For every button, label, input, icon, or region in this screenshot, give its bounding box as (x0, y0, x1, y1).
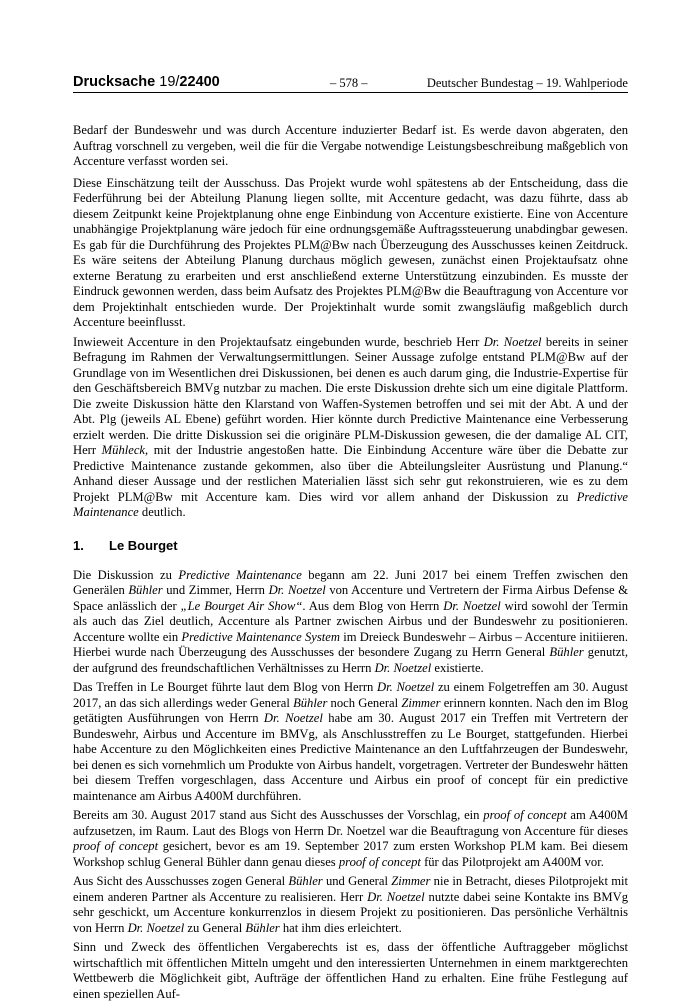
text-run: nie in Betracht, dieses Pilotprojekt mit einem anderen Partner als Accenture zu realisieren. Herr (73, 874, 628, 904)
section-number: 1. (73, 537, 84, 553)
text-run: zu einem Folgetreffen am 30. August 2017, an das sich allerdings weder General (73, 680, 628, 710)
person-name: Zimmer (401, 695, 441, 710)
document-body (73, 123, 628, 1006)
text-run: erinnern konnten. Nach den im Blog getätigten Ausführungen von Herrn (73, 695, 628, 725)
text-run: und General (322, 874, 392, 888)
person-name: Bühler (549, 645, 584, 659)
text-run: Inwieweit Accenture in den Projektaufsatz eingebunden wurde, beschrieb Herr (73, 334, 484, 349)
text-run: Die Diskussion zu (73, 567, 179, 582)
text-run: Bereits am 30. August 2017 stand aus Sicht des Ausschusses der Vorschlag, ein (73, 808, 484, 822)
person-name: Dr. Noetzel (483, 334, 542, 349)
person-name: Zimmer (391, 874, 431, 888)
text-run: existierte. (431, 660, 484, 675)
term: proof of concept (73, 839, 159, 853)
term: proof of concept (483, 808, 567, 822)
paragraph-5 (73, 680, 628, 804)
person-name: Bühler (245, 920, 280, 935)
page-number: – 578 – (330, 76, 368, 90)
paragraph-1: Bedarf der Bundeswehr und was durch Accenture induzierter Bedarf ist. Es werde davon abgeraten, den Auftrag vorschnell zu vergeben, weil die für die Vergabe notwendige Leistungsbeschreibung maßgeblich von Accenture verfasst worden sei. (73, 123, 628, 168)
publisher: Deutscher Bundestag – 19. Wahlperiode (426, 76, 628, 90)
person-name: Bühler (293, 695, 328, 710)
text-run: zu General (184, 920, 246, 935)
paragraph-6 (73, 808, 628, 870)
term: proof of concept (338, 854, 421, 869)
text-run: nutzte dabei seine Kontakte ins BMVg sehr geschickt, um Accenture konkurrenzlos in diesem Projekt zu positionieren. Das persönliche Verhältnis von Herrn (73, 889, 628, 935)
paragraph-3 (73, 335, 628, 521)
number-prefix: 19/ (159, 74, 180, 90)
term: Predictive Maintenance (73, 489, 628, 519)
drucksache-label: Drucksache (73, 74, 156, 90)
person-name: Bühler (288, 874, 323, 888)
text-run: und Zimmer, Herrn (162, 583, 269, 597)
person-name: Dr. Noetzel (127, 920, 185, 935)
text-run: Aus Sicht des Ausschusses zogen General (73, 874, 289, 888)
text-run: noch General (327, 695, 402, 710)
section-heading (73, 538, 628, 554)
text-run: habe am 30. August 2017 ein Treffen mit Vertretern der Bundeswehr, Airbus und Accenture im BMVg, als Anschlusstreffen zu Le Bourget, stattgefunden. Hierbei habe Accenture zu den Möglichkeiten eines Predictive Maintenance an den Luftfahrzeugen der Bundeswehr, bei denen es sich vornehmlich um Produkte von Airbus handelt, vorgetragen. Vertreter der Bundeswehr hätten bei diesem Treffen vorgeschlagen, dass Accenture und Airbus ein proof of concept für ein predictive maintenance am Airbus A400M durchführen. (73, 711, 628, 803)
paragraph-7 (73, 874, 628, 936)
section-title: Le Bourget (109, 537, 178, 553)
text-run: begann am 22. Juni 2017 bei einem Treffen zwischen den Generälen (73, 567, 629, 597)
term: Predictive Maintenance (178, 567, 302, 582)
term: Predictive Maintenance System (181, 629, 340, 644)
text-run: deutlich. (138, 505, 186, 519)
person-name: Dr. Noetzel (374, 660, 432, 675)
person-name: Bühler (128, 583, 163, 597)
paragraph-8: Sinn und Zweck des öffentlichen Vergaberechts ist es, dass der öffentliche Auftraggeber möglichst wirtschaftlich mit öffentlichen Mitteln umgeht und den interessierten Unternehmen in einem marktgerechten Wettbewerb die Möglichkeit gibt, Aufträge der öffentlichen Hand zu erhalten. Eine frühe Festlegung auf einen speziellen Auf- (73, 940, 628, 1001)
person-name: Dr. Noetzel (263, 711, 323, 725)
document-number (73, 74, 220, 90)
person-name: Dr. Noetzel (268, 583, 326, 597)
text-run: Das Treffen in Le Bourget führte laut dem Blog von Herrn (73, 680, 378, 694)
text-run: bereits in seiner Befragung im Rahmen der Verwaltungsermittlungen. Seiner Aussage zufolge entstand PLM@Bw auf der Grundlage von im Wesentlichen drei Diskussionen, bei denen es auch darum ging, die Industrie-Expertise für den Geschäftsbereich BMVg nutzbar zu machen. Die erste Diskussion drehte sich um eine digitale Plattform. Die zweite Diskussion hätte den Klarstand von Waffen-Systemen betroffen und sei mit der Abt. A und der Abt. Plg (jeweils AL Ebene) geführt worden. Hier könnte durch Predictive Maintenance eine Verbesserung erzielt werden. Die dritte Diskussion sei die originäre PLM-Diskussion gewesen, die der damalige AL CIT, Herr (73, 334, 628, 457)
person-name: Mühleck (101, 443, 146, 457)
person-name: Dr. Noetzel (367, 889, 425, 904)
text-run: gesichert, bevor es am 19. September 2017 zum ersten Workshop PLM kam. Bei diesem Workshop schlug General Bühler dann genau dieses (73, 839, 629, 869)
paragraph-4 (73, 568, 628, 677)
text-run: am A400M aufzusetzen, im Raum. Laut des Blogs von Herrn Dr. Noetzel war die Beauftragung von Accenture für dieses (73, 808, 629, 838)
text-run: im Dreieck Bundeswehr – Airbus – Accenture initiieren. Hierbei wurde nach Überzeugung des Ausschusses der besondere Zugang zu Herrn General (73, 629, 628, 659)
text-run: , mit der Industrie angestoßen hatte. Die Einbindung Accenture wäre über die Debatte zur Predictive Maintenance zustande gekommen, also über die Abteilungsleiter Ausrüstung und Planung.“ Anhand dieser Aussage und der restlichen Materialien lässt sich sehr gut rekonstruieren, wie es zu dem Projekt PLM@Bw mit Accenture kam. Dies wird vor allem anhand der Diskussion zu (73, 443, 628, 504)
person-name: Dr. Noetzel (443, 598, 501, 613)
paragraph-2: Diese Einschätzung teilt der Ausschuss. Das Projekt wurde wohl spätestens ab der Entscheidung, dass die Federführung bei der Abteilung Planung liegen sollte, mit Accenture gedacht, was dazu führte, dass ab diesem Zeitpunkt keine Projektplanung ohne enge Einbindung von Accenture existierte. Eine von Accenture unabhängige Projektplanung wäre jedoch für eine ordnungsgemäße Auftragssteuerung unabdingbar gewesen. Es gab für die Durchführung des Projektes PLM@Bw nach Überzeugung des Ausschusses keinen Zeitdruck. Es wäre seitens der Abteilung Planung durchaus möglich gewesen, zunächst einen Projektaufsatz ohne externe Beratung zu erarbeiten und erst anschließend externe Unterstützung einzubinden. Es musste der Eindruck gewonnen werden, dass beim Aufsatz des Projektes PLM@Bw die Beauftragung von Accenture vor dem Projektinhalt entschieden wurde. Der Projektinhalt wurde somit zwangsläufig maßgeblich durch Accenture beeinflusst. (73, 175, 628, 329)
text-run: hat ihm dies erleichtert. (279, 920, 402, 935)
event-name: „Le Bourget Air Show“ (180, 598, 303, 613)
person-name: Dr. Noetzel (377, 680, 435, 694)
number-suffix: 22400 (179, 74, 220, 90)
page-header (73, 74, 628, 93)
text-run: genutzt, der aufgrund des freundschaftlichen Verhältnisses zu Herrn (73, 645, 628, 675)
text-run: wird sowohl der Termin als auch das Ziel deutlich, Accenture als Partner zwischen Airbus und der Bundeswehr zu positionieren. Accenture wollte ein (73, 598, 628, 644)
text-run: für das Pilotprojekt am A400M vor. (420, 854, 604, 869)
text-run: . Aus dem Blog von Herrn (302, 598, 444, 613)
text-run: von Accenture und Vertretern der Firma Airbus Defense & Space anlässlich der (73, 583, 628, 613)
